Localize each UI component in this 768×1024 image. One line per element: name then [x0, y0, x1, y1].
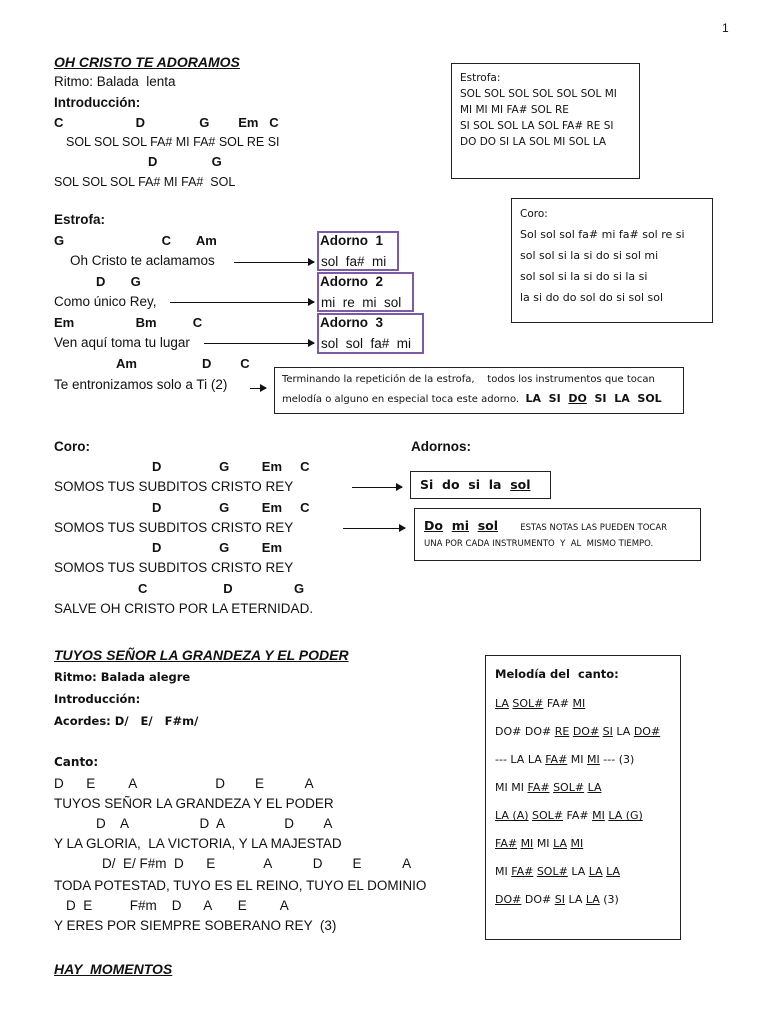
melody-note: LA — [568, 893, 583, 906]
melody-note: MI — [570, 753, 584, 766]
melody-note: FA# — [546, 697, 569, 710]
canto-lyric-2: Y LA GLORIA, LA VICTORIA, Y LA MAJESTAD — [54, 836, 342, 851]
melody-note: MI — [520, 837, 534, 850]
adornos-label: Adornos: — [411, 439, 471, 454]
arrow-to-adorno-2 — [170, 302, 314, 303]
ending-token: SI — [594, 392, 607, 405]
coro-adorno-1-token: si — [468, 477, 481, 492]
melody-note: RE — [554, 725, 570, 738]
melody-line — [495, 774, 680, 802]
coro-adorno-2-line-1 — [424, 517, 700, 535]
coro-box-line: sol sol si la si do si sol mi — [520, 249, 659, 262]
melody-note: DO# — [524, 893, 552, 906]
melody-line — [495, 718, 680, 746]
melody-note: --- — [603, 753, 616, 766]
melody-note: SOL# — [536, 865, 568, 878]
ending-token: SOL — [637, 392, 662, 405]
ending-note-box — [274, 367, 684, 414]
melody-note: DO# — [572, 725, 600, 738]
estrofa-chords-2: D G — [96, 274, 141, 289]
melody-note: LA — [588, 865, 603, 878]
melody-note: DO# — [495, 893, 522, 906]
canto-lyric-4: Y ERES POR SIEMPRE SOBERANO REY (3) — [54, 918, 337, 933]
estrofa-box-line: MI MI MI FA# SOL RE — [460, 104, 569, 116]
estrofa-chords-4: Am D C — [116, 356, 250, 371]
coro-chords-2: D G Em C — [152, 500, 310, 515]
estrofa-box-line: DO DO SI LA SOL MI SOL LA — [460, 136, 607, 148]
song2-intro-label: Introducción: — [54, 692, 141, 706]
melody-note: LA — [585, 893, 600, 906]
melody-note: MI — [592, 809, 605, 822]
estrofa-lyric-2: Como único Rey, — [54, 294, 157, 309]
ending-token: SI — [548, 392, 561, 405]
coro-chords-1: D G Em C — [152, 459, 310, 474]
intro-notes-1: SOL SOL SOL FA# MI FA# SOL RE SI — [66, 135, 280, 149]
melody-note: DO# — [495, 725, 522, 738]
coro-chords-3: D G Em — [152, 540, 283, 555]
ending-token: LA — [525, 392, 541, 405]
melody-line — [495, 746, 680, 774]
coro-adorno-2-note: ESTAS NOTAS LAS PUEDEN TOCAR — [520, 523, 668, 533]
coro-adorno-1-token: sol — [510, 477, 531, 492]
melody-note: LA — [510, 753, 525, 766]
song1-rhythm: Ritmo: Balada lenta — [54, 74, 176, 89]
melody-note: SOL# — [512, 697, 544, 710]
coro-adorno-1-token: la — [488, 477, 502, 492]
melody-line — [495, 802, 680, 830]
arrow-to-coro-adorno-1 — [352, 487, 402, 488]
melody-note: DO# — [524, 725, 552, 738]
estrofa-box-line: SOL SOL SOL SOL SOL SOL MI — [460, 88, 617, 100]
melody-note: FA# — [511, 865, 534, 878]
coro-adorno-2-notes — [424, 518, 498, 533]
melody-note: LA — [527, 753, 542, 766]
intro-notes-2: SOL SOL SOL FA# MI FA# SOL — [54, 175, 236, 189]
melody-note: LA — [587, 781, 602, 794]
coro-adorno-2-note-line-2: UNA POR CADA INSTRUMENTO Y AL MISMO TIEMPO. — [424, 539, 654, 549]
melody-note: LA — [606, 865, 621, 878]
coro-adorno-2-token: mi — [451, 518, 469, 533]
melody-note: SOL# — [532, 809, 564, 822]
coro-melody-box — [511, 198, 713, 323]
adorno-2-notes: mi re mi sol — [321, 295, 402, 310]
melody-note: FA# — [495, 837, 518, 850]
coro-box-line: la si do do sol do si sol sol — [520, 291, 664, 304]
melody-title: Melodía del canto: — [495, 667, 619, 681]
song1-estrofa-label: Estrofa: — [54, 212, 106, 227]
arrow-to-ending-note — [250, 388, 266, 389]
estrofa-chords-3: Em Bm C — [54, 315, 203, 330]
melody-note: MI — [536, 837, 550, 850]
canto-chords-1: D E A D E A — [54, 776, 314, 791]
melody-note: SI — [554, 893, 565, 906]
estrofa-melody-box — [451, 63, 640, 179]
melody-note: LA (G) — [608, 809, 643, 822]
coro-adorno-1-token: Si — [420, 477, 434, 492]
adorno-1-notes: sol fa# mi — [321, 254, 387, 269]
melody-note: LA — [553, 837, 567, 850]
coro-lyric-2: SOMOS TUS SUBDITOS CRISTO REY — [54, 520, 294, 535]
coro-lyric-3: SOMOS TUS SUBDITOS CRISTO REY — [54, 560, 294, 575]
melody-note: MI — [572, 697, 586, 710]
song2-melody-box — [485, 655, 681, 940]
estrofa-chords-1: G C Am — [54, 233, 217, 248]
song1-title: OH CRISTO TE ADORAMOS — [54, 54, 240, 70]
melody-note: DO# — [633, 725, 661, 738]
melody-lines — [495, 690, 680, 914]
adorno-2-label: Adorno 2 — [320, 274, 383, 289]
melody-note: LA — [571, 865, 586, 878]
coro-adorno-1-token: do — [442, 477, 460, 492]
coro-adorno-2-token: Do — [424, 518, 443, 533]
ending-token: DO — [568, 392, 587, 405]
adorno-3-notes: sol sol fa# mi — [321, 336, 412, 351]
melody-note: (3) — [603, 893, 619, 906]
canto-chords-2: D A D A D A — [96, 816, 333, 831]
melody-note: (3) — [618, 753, 635, 766]
song2-rhythm: Ritmo: Balada alegre — [54, 670, 191, 684]
coro-box-line: sol sol si la si do si la si — [520, 270, 648, 283]
coro-adorno-2-box — [414, 508, 701, 561]
melody-line — [495, 886, 680, 914]
estrofa-lyric-4: Te entronizamos solo a Ti (2) — [54, 377, 228, 392]
ending-note-text: melodía o alguno en especial toca este adorno. — [282, 394, 520, 405]
coro-adorno-1-notes — [420, 477, 550, 492]
song2-chords-line: Acordes: D/ E/ F#m/ — [54, 714, 199, 728]
canto-chords-4: D E F#m D A E A — [66, 898, 289, 913]
coro-adorno-1-box — [410, 471, 551, 499]
song3-title: HAY MOMENTOS — [54, 961, 173, 977]
ending-note-line-2 — [282, 392, 683, 407]
coro-chords-4: C D G — [138, 581, 305, 596]
melody-note: FA# — [566, 809, 589, 822]
adorno-3-label: Adorno 3 — [320, 315, 383, 330]
page-number: 1 — [722, 21, 729, 35]
canto-lyric-1: TUYOS SEÑOR LA GRANDEZA Y EL PODER — [54, 796, 334, 811]
coro-lyric-1: SOMOS TUS SUBDITOS CRISTO REY — [54, 479, 294, 494]
arrow-to-adorno-1 — [234, 262, 314, 263]
estrofa-lyric-1: Oh Cristo te aclamamos — [70, 253, 215, 268]
melody-note: LA — [616, 725, 631, 738]
estrofa-box-line: SI SOL SOL LA SOL FA# RE SI — [460, 120, 614, 132]
adorno-1-label: Adorno 1 — [320, 233, 383, 248]
melody-note: LA (A) — [495, 809, 529, 822]
melody-line — [495, 830, 680, 858]
song1-intro-label: Introducción: — [54, 95, 141, 110]
coro-box-line: Sol sol sol fa# mi fa# sol re si — [520, 228, 685, 241]
melody-note: --- — [495, 753, 507, 766]
ending-token: LA — [614, 392, 630, 405]
song2-canto-label: Canto: — [54, 755, 99, 769]
song2-title: TUYOS SEÑOR LA GRANDEZA Y EL PODER — [54, 647, 349, 663]
arrow-to-coro-adorno-2 — [343, 528, 405, 529]
intro-chords-2: D G — [148, 154, 222, 169]
coro-box-title: Coro: — [520, 208, 548, 220]
melody-note: FA# — [527, 781, 550, 794]
estrofa-lyric-3: Ven aquí toma tu lugar — [54, 335, 190, 350]
canto-chords-3: D/ E/ F#m D E A D E A — [102, 856, 412, 871]
coro-lyric-4: SALVE OH CRISTO POR LA ETERNIDAD. — [54, 601, 314, 616]
canto-lyric-3: TODA POTESTAD, TUYO ES EL REINO, TUYO EL DOMINIO — [54, 878, 427, 893]
intro-chords-1: C D G Em C — [54, 115, 279, 130]
ending-note-line-1: Terminando la repetición de la estrofa, todos los instrumentos que tocan — [282, 374, 655, 385]
melody-note: LA — [495, 697, 509, 710]
ending-note-tokens — [525, 392, 661, 405]
arrow-to-adorno-3 — [204, 343, 314, 344]
coro-adorno-2-token: sol — [477, 518, 499, 533]
melody-note: MI — [495, 781, 508, 794]
melody-note: MI — [511, 781, 524, 794]
melody-note: SOL# — [553, 781, 585, 794]
song1-coro-label: Coro: — [54, 439, 90, 454]
melody-note: SI — [602, 725, 613, 738]
melody-note: MI — [587, 753, 600, 766]
melody-note: MI — [570, 837, 584, 850]
estrofa-box-title: Estrofa: — [460, 72, 501, 84]
melody-line — [495, 690, 680, 718]
melody-note: FA# — [545, 753, 568, 766]
melody-line — [495, 858, 680, 886]
melody-note: MI — [495, 865, 508, 878]
